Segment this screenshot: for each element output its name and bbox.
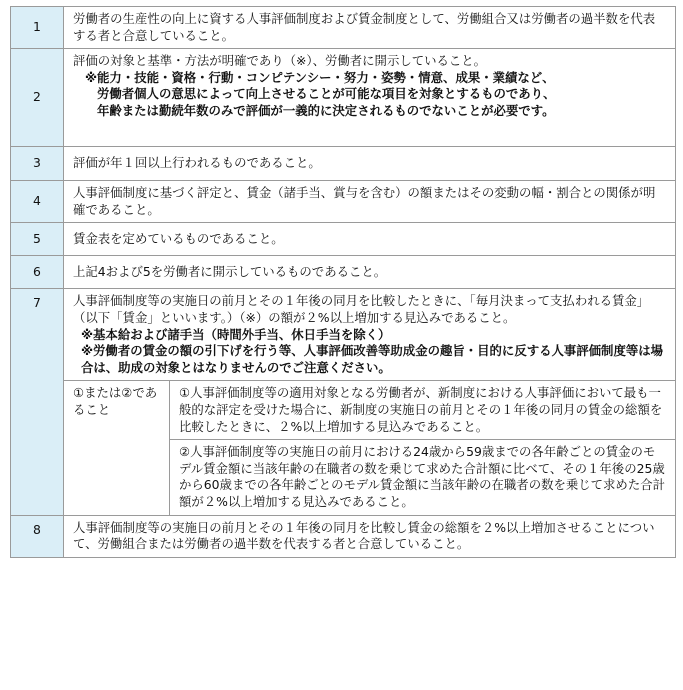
table-row bbox=[11, 256, 676, 289]
row-number: 2 bbox=[11, 49, 64, 147]
table-row bbox=[11, 223, 676, 256]
note-line: 労働者個人の意思によって向上させることが可能な項目を対象とするものであり、 bbox=[97, 86, 556, 102]
note-line: ※労働者の賃金の額の引下げを行う等、人事評価改善等助成金の趣旨・目的に反する人事評価制度等は場合は、助成の対象とはなりませんのでご注意ください。 bbox=[81, 343, 664, 375]
table-row bbox=[64, 381, 675, 440]
note-line: ※能力・技能・資格・行動・コンピテンシー・努力・姿勢・情意、成果・業績など、 bbox=[85, 69, 555, 85]
condition-option-2: ②人事評価制度等の実施日の前月における24歳から59歳までの各年齢ごとの賃金のモデル賃金額に当該年齢の在職者の数を乗じて求めた合計額に比べて、その１年後の25歳から60歳までの各年齢ごとのモデル賃金額に当該年齢の在職者の数を乗じて求めた合計額が２%以上増加する見込みであること。 bbox=[170, 440, 676, 515]
row-number: 4 bbox=[11, 181, 64, 223]
row-number: 3 bbox=[11, 147, 64, 181]
row-text: 評価が年１回以上行われるものであること。 bbox=[64, 147, 676, 181]
note-line: ※基本給および諸手当（時間外手当、休日手当を除く） bbox=[81, 326, 391, 342]
row-number: 5 bbox=[11, 223, 64, 256]
table-row bbox=[11, 181, 676, 223]
table-row bbox=[11, 147, 676, 181]
row-7-main bbox=[64, 289, 675, 380]
table-row bbox=[11, 7, 676, 49]
note-line: 年齢または勤続年数のみで評価が一義的に決定されるものでないことが必要です。 bbox=[97, 102, 555, 118]
row-text: 評価の対象と基準・方法が明確であり（※）、労働者に開示していること。 bbox=[73, 53, 487, 69]
row-text: 人事評価制度等の実施日の前月とその１年後の同月を比較したときに、「毎月決まって支払われる賃金」（以下「賃金」といいます。）（※）の額が２%以上増加する見込みであること。 bbox=[73, 293, 650, 325]
row-number: 8 bbox=[11, 515, 64, 557]
row-number: 6 bbox=[11, 256, 64, 289]
requirements-table bbox=[10, 6, 676, 558]
row-content bbox=[64, 289, 676, 515]
row-text: 賃金表を定めているものであること。 bbox=[64, 223, 676, 256]
row-number: 1 bbox=[11, 7, 64, 49]
row-number: 7 bbox=[11, 289, 64, 515]
table-row bbox=[11, 515, 676, 557]
table-row bbox=[11, 49, 676, 147]
condition-option-1: ①人事評価制度等の適用対象となる労働者が、新制度における人事評価において最も一般的な評定を受けた場合に、新制度の実施日の前月とその１年後の同月の賃金の総額を比較したときに、２%以上増加する見込みであること。 bbox=[170, 381, 676, 440]
row-text: 人事評価制度等の実施日の前月とその１年後の同月を比較し賃金の総額を２%以上増加させることについて、労働組合または労働者の過半数を代表する者と合意していること。 bbox=[64, 515, 676, 557]
row-text: 上記4および5を労働者に開示しているものであること。 bbox=[64, 256, 676, 289]
row-text: 労働者の生産性の向上に資する人事評価制度および賃金制度として、労働組合又は労働者の過半数を代表する者と合意していること。 bbox=[64, 7, 676, 49]
condition-table bbox=[64, 380, 675, 514]
row-content bbox=[64, 49, 676, 147]
table-row bbox=[11, 289, 676, 515]
row-text: 人事評価制度に基づく評定と、賃金（諸手当、賞与を含む）の額またはその変動の幅・割合との関係が明確であること。 bbox=[64, 181, 676, 223]
condition-label: ①または②であること bbox=[64, 381, 170, 515]
